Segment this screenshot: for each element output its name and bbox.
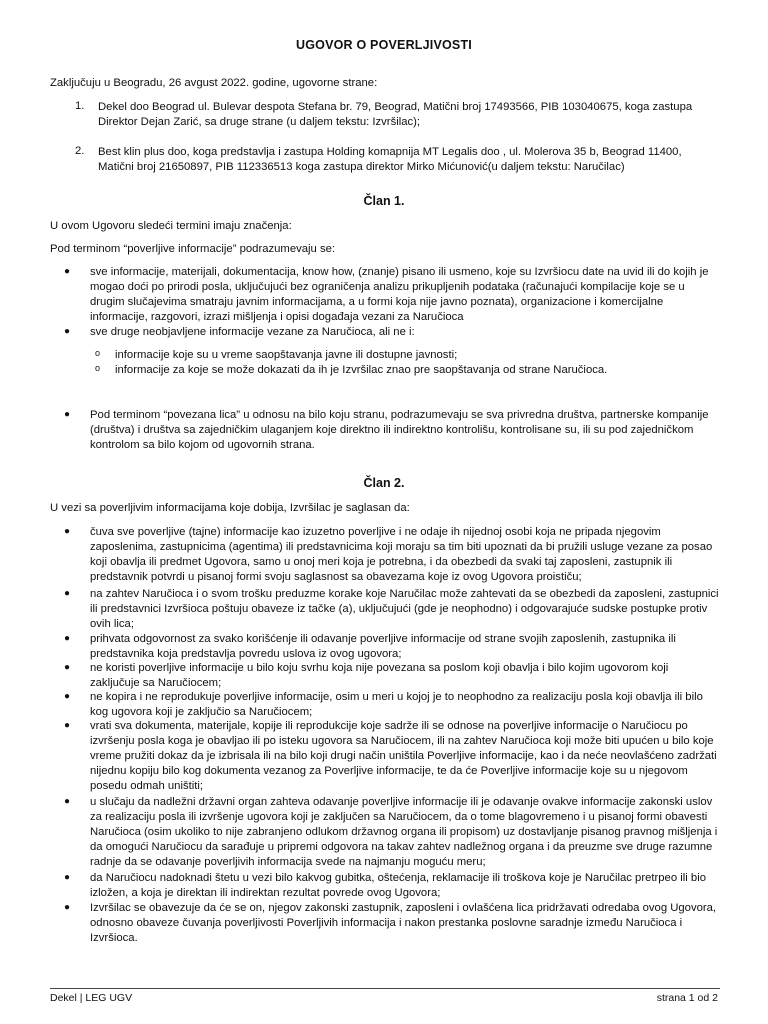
bullet-icon: ● bbox=[64, 266, 71, 277]
bullet-icon: ● bbox=[64, 588, 71, 599]
sub-bullet-icon: o bbox=[95, 348, 101, 358]
bullet-icon: ● bbox=[64, 720, 71, 731]
bullet-icon: ● bbox=[64, 691, 71, 702]
list-item: ne koristi poverljive informacije u bilo koju svrhu koja nije povezana sa poslom koji obavlja i bilo kojim ugovorom koji zaključuje sa Naručiocem; bbox=[90, 662, 669, 689]
document-title: UGOVOR O POVERLJIVOSTI bbox=[296, 38, 472, 52]
bullet-icon: ● bbox=[64, 409, 71, 420]
bullet-icon: ● bbox=[64, 633, 71, 644]
bullet-icon: ● bbox=[64, 872, 71, 883]
bullet-icon: ● bbox=[64, 662, 71, 673]
intro-paragraph: Zaključuju u Beogradu, 26 avgust 2022. godine, ugovorne strane: bbox=[50, 77, 378, 89]
list-item: u slučaju da nadležni državni organ zahteva odavanje poverljive informacije ili je odavanje ovakve informacije zakonski uslov za realizaciju posla ili izvršenje ugovora koji je zaključen sa Naručiocem, da o tome blagovremeno i u pisanoj formi obavesti Naručioca (osim ukoliko to nije zabranjeno odlukom državnog organa ili propisom) uz dostavljanje pisanog pravnog mišljenja i da omogući Naručiocu da sarađuje u pripremi odgovora na takav zahtev nadležnog organa i da preuzme sve druge razumne radnje da se odavanje poverljivih informacija svede na najmanju moguću meru; bbox=[90, 796, 718, 868]
list-item: na zahtev Naručioca i o svom trošku preduzme korake koje Naručilac može zahtevati da se obezbedi da zaposleni, zastupnici ili predstavnici Izvršioca poštuju obaveze iz tačke (a), uključujući (gde je neophodno) i odgovarajuće sudske postupke protiv ovih lica; bbox=[90, 588, 719, 630]
list-item: vrati sva dokumenta, materijale, kopije ili reprodukcije koje sadrže ili se odnose na poverljive informacije o Naručiocu po izvršenju posla koga je obavljao ili po isteku ugovora sa Naručiocem, ili na zahtev Naručioca koji može biti upućen u bilo koje vreme pružiti dokaz da je izbrisala ili na bilo koji drugi način uništila Poverljive informacije, kao i da neće neovlašćeno zadržati nijednu kopiju bilo kog dokumenta vezanog za Poverljive informacije, te da će Poverljive informacije koje su u njegovom posedu odmah uništiti; bbox=[90, 720, 717, 792]
sub-bullet-icon: o bbox=[95, 363, 101, 373]
list-item: sve informacije, materijali, dokumentacija, know how, (znanje) pisano ili usmeno, koje su Izvršiocu date na uvid ili do kojih je mogao doći po prirodi posla, uključujući bez ograničenja analizu prikupljenih podataka (računajući kompilacije koje se u drugim slučajevima smatraju javnim informacijama, a u formi koja nije javno poznata), organizacione i komercijalne informacije, razgovori, izrazi mišljenja i opisi događaja vezani za Naručioca bbox=[90, 266, 709, 323]
party-2-text: Best klin plus doo, koga predstavlja i zastupa Holding komapnija MT Legalis doo , ul. Molerova 35 b, Beograd 11400, Matični broj 21650897, PIB 112336513 koga zastupa direktor Mirko Mićunović(u daljem tekstu: Naručilac) bbox=[98, 146, 682, 173]
bullet-icon: ● bbox=[64, 902, 71, 913]
list-item: čuva sve poverljive (tajne) informacije kao izuzetno poverljive i ne odaje ih nijednoj osobi koja ne pripada njegovim zaposlenima, zastupnicima (agentima) ili predstavnicima koji moraju sa tim biti upoznati da bi pružili usluge vezane za posao koji obavlja ili predmet Ugovora, samo u onoj meri koja je potrebna, i da obezbedi da svaki taj zaposleni, zastupnik ili predstavnik potvrdi u pisanoj formi svoju saglasnost sa obavezama koje iz ovog Ugovora proističu; bbox=[90, 526, 713, 583]
page-number: strana 1 od 2 bbox=[656, 992, 718, 1004]
footer-left-text: Dekel | LEG UGV bbox=[50, 992, 133, 1004]
bullet-icon: ● bbox=[64, 526, 71, 537]
footer-divider bbox=[50, 988, 720, 989]
list-item: prihvata odgovornost za svako korišćenje ili odavanje poverljive informacije od strane svojih zaposlenih, zastupnika ili predstavnika koja predstavlja povredu uslova iz ovog ugovora; bbox=[90, 633, 676, 660]
article-1-heading: Član 1. bbox=[363, 194, 405, 208]
article-2-paragraph: U vezi sa poverljivim informacijama koje dobija, Izvršilac je saglasan da: bbox=[50, 502, 410, 514]
article-1-paragraph: Pod terminom “poverljive informacije” podrazumevaju se: bbox=[50, 243, 336, 255]
sub-list-item: informacije za koje se može dokazati da ih je Izvršilac znao pre saopštavanja od strane Naručioca. bbox=[115, 364, 608, 376]
list-item: ne kopira i ne reprodukuje poverljive informacije, osim u meri u kojoj je to neophodno za realizaciju posla koji obavlja ili bilo kog ugovora koji je zaključio sa Naručiocem; bbox=[90, 691, 703, 718]
party-number: 2. bbox=[75, 145, 85, 157]
list-item: Pod terminom “povezana lica” u odnosu na bilo koju stranu, podrazumevaju se sva privredna društva, partnerske kompanije (društva) i društva sa zajedničkim ulaganjem koje direktno ili indirektno kontrolišu, kontrolisane su, ili su pod zajedničkom kontrolom sa bilo kojom od ugovornih strana. bbox=[90, 409, 709, 451]
article-1-paragraph: U ovom Ugovoru sledeći termini imaju značenja: bbox=[50, 220, 292, 232]
bullet-icon: ● bbox=[64, 796, 71, 807]
list-item: sve druge neobjavljene informacije vezane za Naručioca, ali ne i: bbox=[90, 326, 415, 338]
list-item: da Naručiocu nadoknadi štetu u vezi bilo kakvog gubitka, oštećenja, reklamacije ili troškova koje je Naručilac pretrpeo ili bio izložen, a koja je direktan ili indirektan rezultat povrede ovog Ugovora; bbox=[90, 872, 707, 899]
bullet-icon: ● bbox=[64, 326, 71, 337]
list-item: Izvršilac se obavezuje da će se on, njegov zakonski zastupnik, zaposleni i ovlašćena lica pridržavati odredaba ovog Ugovora, odnosno obaveze čuvanja poverljivosti Poverljivih informacija i nakon prestanka poslovne saradnje između Naručioca i Izvršioca. bbox=[90, 902, 717, 944]
sub-list-item: informacije koje su u vreme saopštavanja javne ili dostupne javnosti; bbox=[115, 349, 458, 361]
article-2-heading: Član 2. bbox=[363, 476, 405, 490]
party-number: 1. bbox=[75, 100, 85, 112]
party-1-text: Dekel doo Beograd ul. Bulevar despota Stefana br. 79, Beograd, Matični broj 17493566, PIB 103040675, koga zastupa Direktor Dejan Zarić, sa druge strane (u daljem tekstu: Izvršilac); bbox=[98, 101, 693, 128]
